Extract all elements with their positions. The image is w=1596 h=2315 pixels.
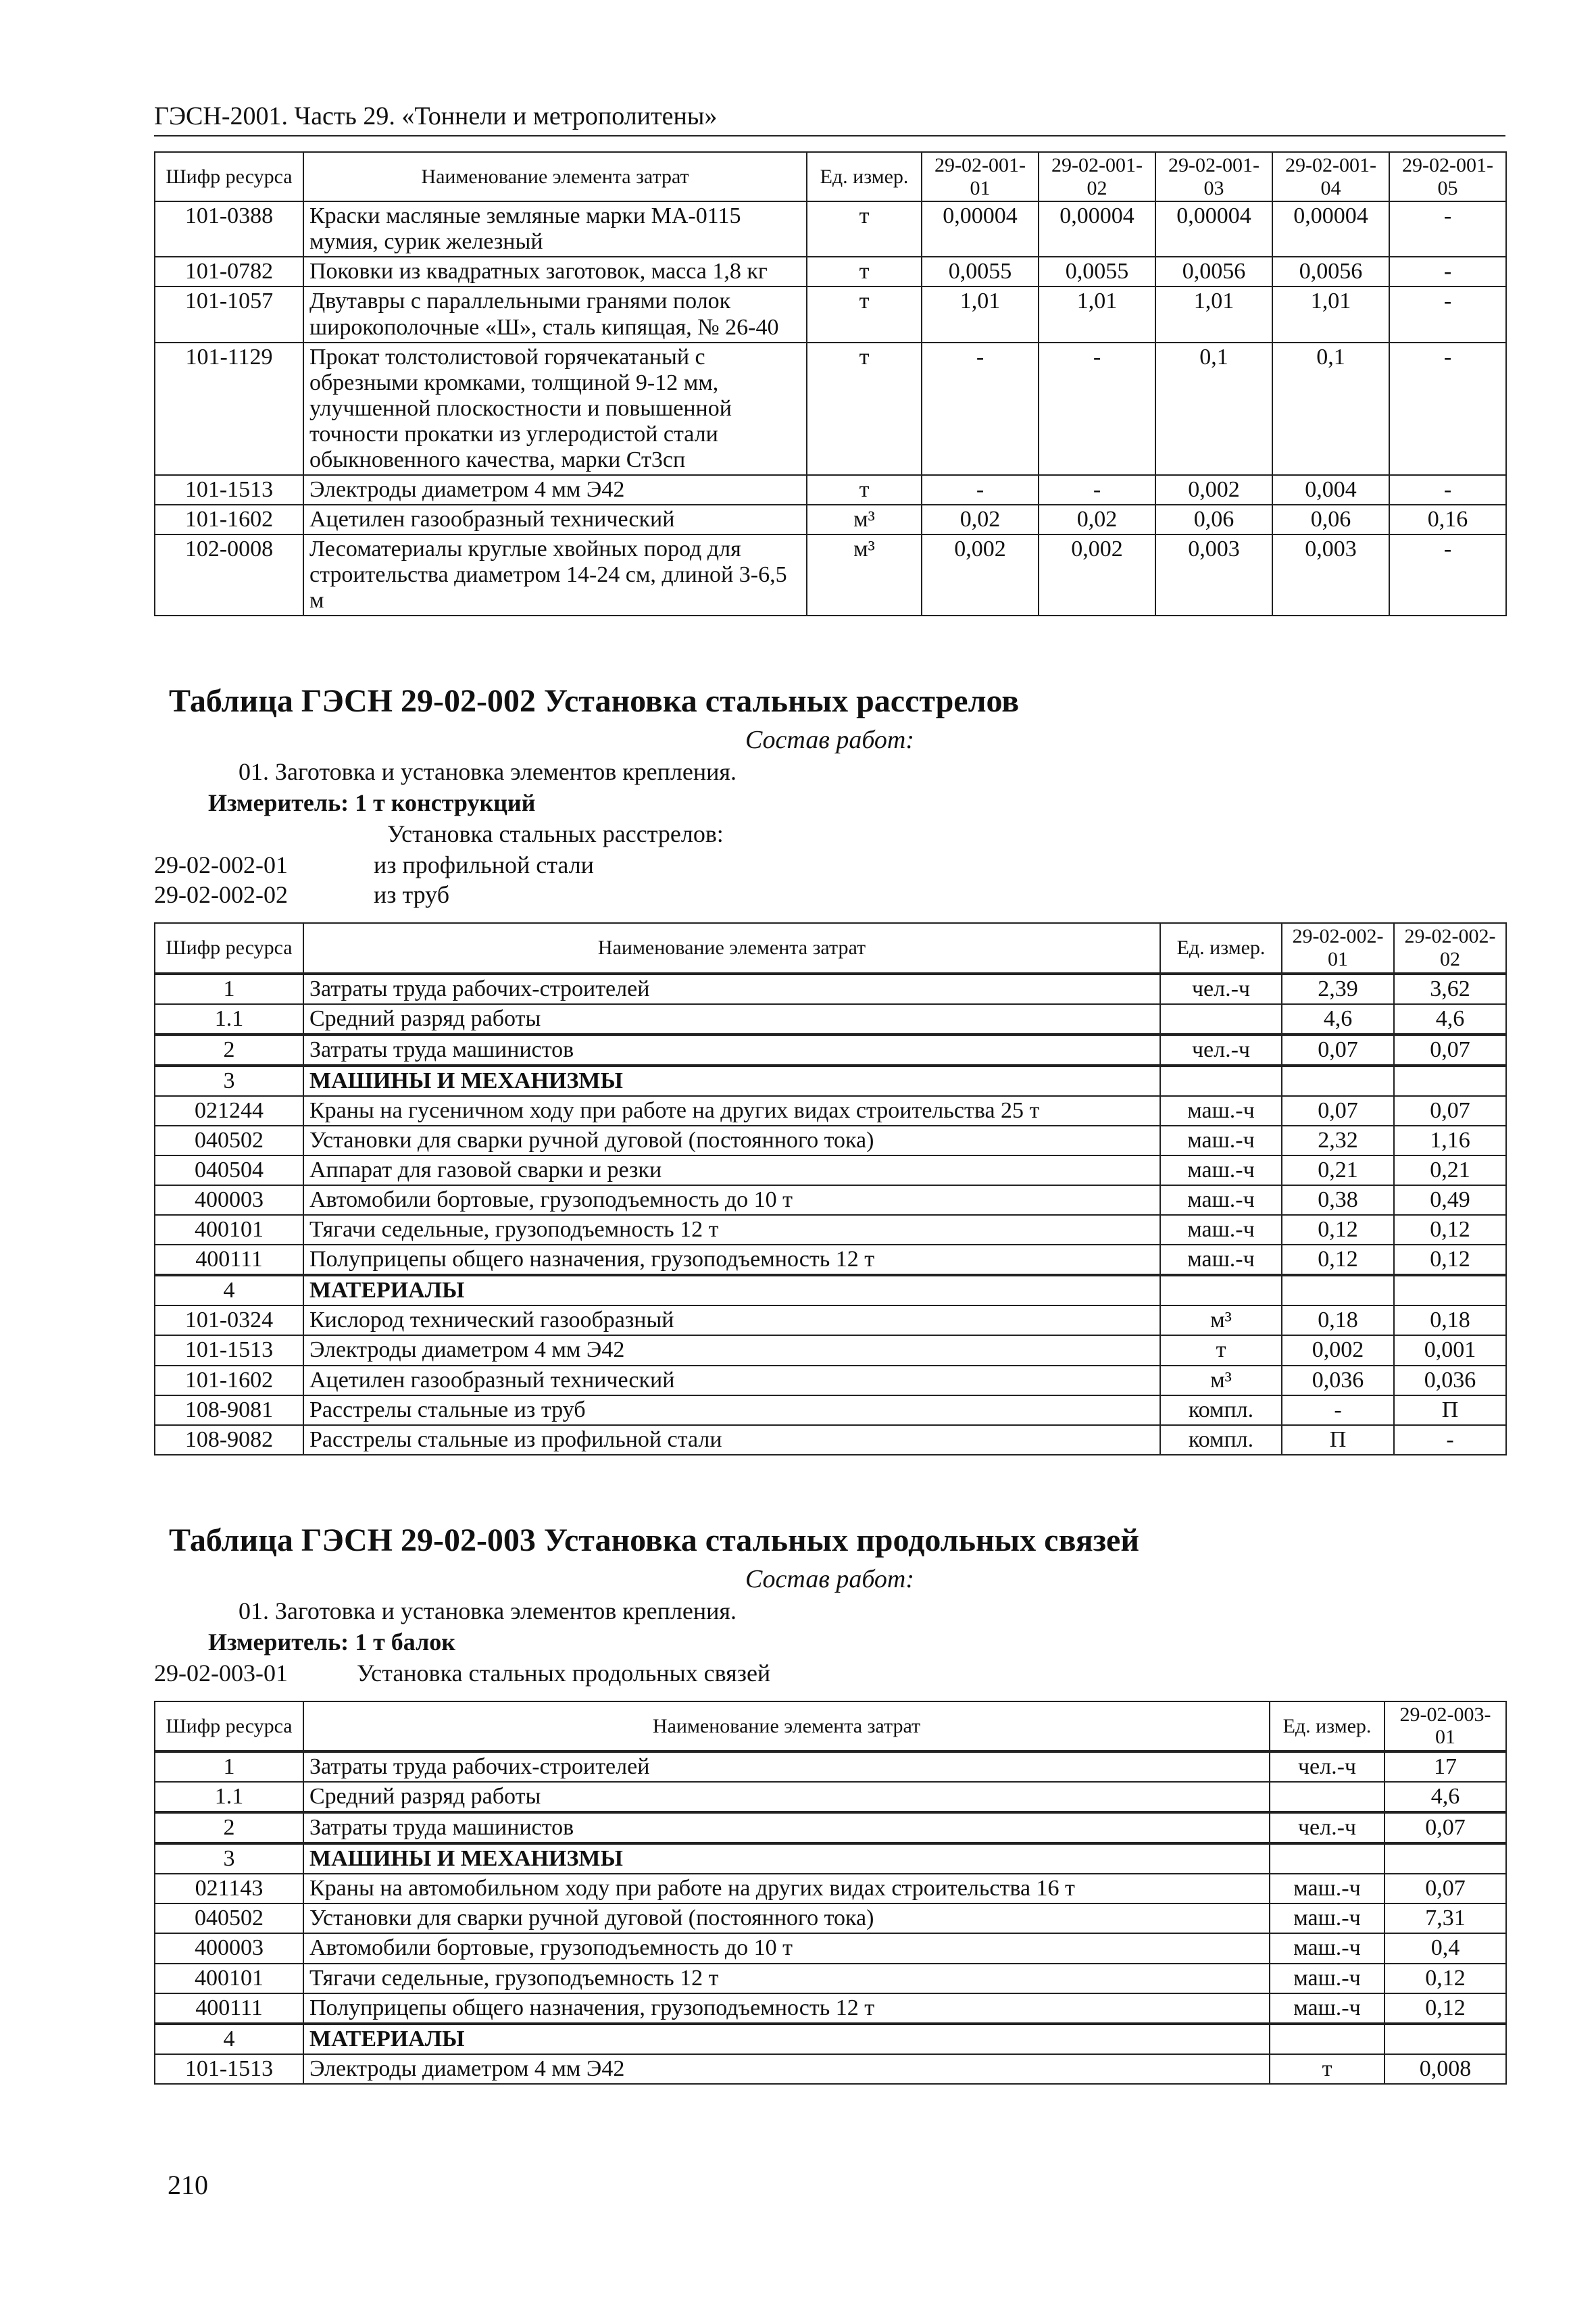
value-cell: 4,6 [1394,1004,1506,1035]
value-cell: 0,0056 [1272,257,1389,287]
col-header-variant: 29-02-001-02 [1039,152,1155,201]
value-cell: - [1389,287,1506,342]
resource-code-cell: 108-9081 [155,1395,303,1425]
value-cell: 0,1 [1272,343,1389,475]
table-row [155,1903,1506,1933]
value-cell: 0,02 [1039,505,1155,534]
unit-cell: маш.-ч [1160,1155,1282,1185]
resource-name-cell: МАШИНЫ И МЕХАНИЗМЫ [303,1066,1160,1096]
variant-code: 29-02-002-01 [154,851,288,879]
resource-code-cell: 4 [155,1275,303,1305]
value-cell: 0,06 [1272,505,1389,534]
value-cell: 0,06 [1155,505,1272,534]
value-cell: 0,12 [1394,1245,1506,1275]
table-row [155,1126,1506,1155]
value-cell: П [1282,1425,1394,1455]
resource-code-cell: 400101 [155,1964,303,1993]
value-cell: - [1389,201,1506,257]
resource-name-cell: Затраты труда рабочих-строителей [303,974,1160,1004]
table-row [155,1275,1506,1305]
table-row [155,1993,1506,2024]
table-row [155,1155,1506,1185]
value-cell: 0,002 [1155,475,1272,505]
resource-name-cell: Электроды диаметром 4 мм Э42 [303,475,807,505]
unit-cell [1270,1782,1385,1812]
table-row [155,201,1506,257]
value-cell: 4,6 [1282,1004,1394,1035]
value-cell [1394,1275,1506,1305]
resource-table-29-02-002 [154,922,1507,1455]
unit-cell: т [807,287,922,342]
table-row [155,1874,1506,1903]
value-cell: 0,00004 [922,201,1039,257]
unit-cell: маш.-ч [1270,1874,1385,1903]
col-header-variant: 29-02-001-01 [922,152,1039,201]
resource-code-cell: 040502 [155,1903,303,1933]
col-header-variant: 29-02-002-02 [1394,923,1506,973]
value-cell [1385,2024,1506,2054]
value-cell: 3,62 [1394,974,1506,1004]
unit-cell [1270,2024,1385,2054]
col-header-variant: 29-02-001-04 [1272,152,1389,201]
unit-cell: т [1160,1335,1282,1365]
unit-cell: т [807,475,922,505]
resource-code-cell: 101-0388 [155,201,303,257]
unit-cell: м³ [807,505,922,534]
resource-code-cell: 400111 [155,1993,303,2024]
resource-code-cell: 400111 [155,1245,303,1275]
col-header-variant: 29-02-002-01 [1282,923,1394,973]
variant-label: из труб [374,881,450,909]
table-header-row [155,1701,1506,1751]
value-cell [1282,1066,1394,1096]
variant-label: Установка стальных продольных связей [357,1659,771,1687]
value-cell: 2,32 [1282,1126,1394,1155]
resource-name-cell: Установки для сварки ручной дуговой (постоянного тока) [303,1126,1160,1155]
meter: Измеритель: 1 т балок [208,1628,456,1656]
resource-name-cell: Расстрелы стальные из труб [303,1395,1160,1425]
resource-name-cell: Лесоматериалы круглые хвойных пород для строительства диаметром 14-24 см, длиной 3-6,5 м [303,534,807,616]
unit-cell: чел.-ч [1270,1751,1385,1782]
value-cell: 0,21 [1282,1155,1394,1185]
value-cell: 0,12 [1385,1964,1506,1993]
table-row [155,1035,1506,1066]
table-header-row [155,152,1506,201]
resource-name-cell: МАТЕРИАЛЫ [303,1275,1160,1305]
value-cell: - [1389,475,1506,505]
table-row [155,1782,1506,1812]
resource-name-cell: Кислород технический газообразный [303,1305,1160,1335]
resource-code-cell: 1 [155,974,303,1004]
value-cell: 0,00004 [1039,201,1155,257]
variant-code: 29-02-002-02 [154,881,288,909]
variant-row [154,1659,1505,1687]
variant-label: из профильной стали [374,851,594,879]
value-cell: 0,07 [1282,1096,1394,1126]
table-row [155,1843,1506,1874]
resource-name-cell: МАТЕРИАЛЫ [303,2024,1270,2054]
table-title-29-02-002: Таблица ГЭСН 29-02-002 Установка стальных расстрелов [169,683,1020,720]
value-cell: 0,003 [1155,534,1272,616]
resource-name-cell: Краски масляные земляные марки МА-0115 мумия, сурик железный [303,201,807,257]
table-title-29-02-003: Таблица ГЭСН 29-02-003 Установка стальных продольных связей [169,1522,1139,1558]
unit-cell: маш.-ч [1160,1215,1282,1245]
col-header-code: Шифр ресурса [155,923,303,973]
table-row [155,1335,1506,1365]
table1-body [155,201,1506,616]
resource-code-cell: 040502 [155,1126,303,1155]
value-cell [1394,1066,1506,1096]
table-row [155,475,1506,505]
page [154,101,1505,2085]
resource-code-cell: 101-1513 [155,2054,303,2084]
col-header-code: Шифр ресурса [155,1701,303,1751]
value-cell: 0,02 [922,505,1039,534]
value-cell: 0,00004 [1272,201,1389,257]
running-head: ГЭСН-2001. Часть 29. «Тоннели и метрополитены» [154,101,1505,136]
resource-code-cell: 108-9082 [155,1425,303,1455]
col-header-variant: 29-02-003-01 [1385,1701,1506,1751]
value-cell: 1,01 [1039,287,1155,342]
value-cell: 0,07 [1385,1874,1506,1903]
resource-code-cell: 040504 [155,1155,303,1185]
col-header-name: Наименование элемента затрат [303,152,807,201]
table-row [155,343,1506,475]
value-cell: - [1039,343,1155,475]
value-cell: 0,008 [1385,2054,1506,2084]
value-cell: - [1394,1425,1506,1455]
unit-cell [1270,1843,1385,1874]
table-row [155,1066,1506,1096]
table-row [155,1751,1506,1782]
value-cell: 0,21 [1394,1155,1506,1185]
resource-name-cell: Тягачи седельные, грузоподъемность 12 т [303,1215,1160,1245]
value-cell: 0,49 [1394,1185,1506,1215]
unit-cell: м³ [1160,1305,1282,1335]
value-cell: 1,01 [1272,287,1389,342]
resource-code-cell: 400003 [155,1933,303,1963]
resource-name-cell: МАШИНЫ И МЕХАНИЗМЫ [303,1843,1270,1874]
resource-code-cell: 101-1513 [155,1335,303,1365]
unit-cell: т [807,343,922,475]
col-header-variant: 29-02-001-05 [1389,152,1506,201]
value-cell: 0,12 [1282,1245,1394,1275]
col-header-unit: Ед. измер. [1270,1701,1385,1751]
unit-cell: м³ [807,534,922,616]
value-cell: 0,12 [1282,1215,1394,1245]
resource-code-cell: 1 [155,1751,303,1782]
unit-cell [1160,1066,1282,1096]
resource-name-cell: Полуприцепы общего назначения, грузоподъемность 12 т [303,1245,1160,1275]
table-row [155,2054,1506,2084]
resource-code-cell: 400003 [155,1185,303,1215]
resource-table-29-02-003 [154,1701,1507,2085]
unit-cell: маш.-ч [1160,1185,1282,1215]
col-header-unit: Ед. измер. [1160,923,1282,973]
value-cell: 0,00004 [1155,201,1272,257]
table-row [155,1366,1506,1395]
table-row [155,1215,1506,1245]
value-cell: - [1389,257,1506,287]
table-row [155,1305,1506,1335]
value-cell: 0,07 [1385,1812,1506,1843]
value-cell: - [1282,1395,1394,1425]
value-cell: 0,002 [922,534,1039,616]
value-cell: 1,01 [922,287,1039,342]
unit-cell: маш.-ч [1160,1126,1282,1155]
value-cell: 7,31 [1385,1903,1506,1933]
value-cell: 0,1 [1155,343,1272,475]
resource-name-cell: Автомобили бортовые, грузоподъемность до 10 т [303,1933,1270,1963]
table3-body [155,1751,1506,2084]
variant-row [154,880,1505,909]
resource-name-cell: Краны на гусеничном ходу при работе на других видах строительства 25 т [303,1096,1160,1126]
resource-name-cell: Автомобили бортовые, грузоподъемность до 10 т [303,1185,1160,1215]
value-cell: 0,002 [1039,534,1155,616]
resource-code-cell: 021143 [155,1874,303,1903]
resource-code-cell: 4 [155,2024,303,2054]
value-cell: 2,39 [1282,974,1394,1004]
table-row [155,1425,1506,1455]
value-cell: 0,18 [1394,1305,1506,1335]
resource-name-cell: Затраты труда машинистов [303,1812,1270,1843]
value-cell: П [1394,1395,1506,1425]
table-row [155,974,1506,1004]
resource-name-cell: Ацетилен газообразный технический [303,1366,1160,1395]
group-title: Установка стальных расстрелов: [387,820,724,848]
col-header-unit: Ед. измер. [807,152,922,201]
table-row [155,1185,1506,1215]
unit-cell: т [807,257,922,287]
resource-name-cell: Установки для сварки ручной дуговой (постоянного тока) [303,1903,1270,1933]
table-row [155,1395,1506,1425]
unit-cell: компл. [1160,1395,1282,1425]
table-row [155,257,1506,287]
unit-cell: т [1270,2054,1385,2084]
composition-label: Состав работ: [745,726,915,755]
resource-name-cell: Полуприцепы общего назначения, грузоподъемность 12 т [303,1993,1270,2024]
unit-cell: маш.-ч [1160,1096,1282,1126]
value-cell: - [922,343,1039,475]
value-cell: 0,07 [1394,1096,1506,1126]
resource-code-cell: 102-0008 [155,534,303,616]
resource-code-cell: 3 [155,1066,303,1096]
value-cell: - [1389,534,1506,616]
unit-cell: маш.-ч [1270,1903,1385,1933]
value-cell: 0,003 [1272,534,1389,616]
resource-code-cell: 101-0782 [155,257,303,287]
table-row [155,2024,1506,2054]
table2-body [155,974,1506,1455]
value-cell: 17 [1385,1751,1506,1782]
unit-cell: компл. [1160,1425,1282,1455]
resource-code-cell: 101-1129 [155,343,303,475]
value-cell: 0,001 [1394,1335,1506,1365]
col-header-name: Наименование элемента затрат [303,1701,1270,1751]
value-cell: 0,0055 [1039,257,1155,287]
unit-cell: маш.-ч [1270,1933,1385,1963]
resource-code-cell: 400101 [155,1215,303,1245]
unit-cell: м³ [1160,1366,1282,1395]
value-cell: 0,18 [1282,1305,1394,1335]
value-cell: 0,12 [1385,1993,1506,2024]
table-row [155,287,1506,342]
col-header-variant: 29-02-001-03 [1155,152,1272,201]
value-cell: 0,4 [1385,1933,1506,1963]
resource-code-cell: 101-1513 [155,475,303,505]
value-cell: 0,002 [1282,1335,1394,1365]
value-cell: 0,12 [1394,1215,1506,1245]
table-header-row [155,923,1506,973]
resource-code-cell: 101-0324 [155,1305,303,1335]
unit-cell [1160,1004,1282,1035]
unit-cell [1160,1275,1282,1305]
unit-cell: маш.-ч [1270,1964,1385,1993]
work-item: 01. Заготовка и установка элементов крепления. [239,1597,737,1624]
resource-name-cell: Затраты труда машинистов [303,1035,1160,1066]
table-row [155,1933,1506,1963]
resource-name-cell: Аппарат для газовой сварки и резки [303,1155,1160,1185]
resource-name-cell: Краны на автомобильном ходу при работе на других видах строительства 16 т [303,1874,1270,1903]
table-row [155,1096,1506,1126]
unit-cell: чел.-ч [1160,1035,1282,1066]
col-header-code: Шифр ресурса [155,152,303,201]
table-row [155,1004,1506,1035]
value-cell: 0,07 [1282,1035,1394,1066]
table-row [155,1245,1506,1275]
resource-code-cell: 101-1057 [155,287,303,342]
col-header-name: Наименование элемента затрат [303,923,1160,973]
unit-cell: маш.-ч [1270,1993,1385,2024]
value-cell: 0,0055 [922,257,1039,287]
unit-cell: чел.-ч [1270,1812,1385,1843]
value-cell: 0,07 [1394,1035,1506,1066]
page-number: 210 [168,2170,208,2200]
resource-code-cell: 1.1 [155,1782,303,1812]
resource-name-cell: Поковки из квадратных заготовок, масса 1,8 кг [303,257,807,287]
value-cell: - [922,475,1039,505]
value-cell: 4,6 [1385,1782,1506,1812]
resource-table-29-02-001 [154,151,1507,616]
value-cell: 1,16 [1394,1126,1506,1155]
resource-code-cell: 101-1602 [155,1366,303,1395]
value-cell: 0,16 [1389,505,1506,534]
value-cell: - [1039,475,1155,505]
variant-code: 29-02-003-01 [154,1659,288,1687]
unit-cell: чел.-ч [1160,974,1282,1004]
resource-code-cell: 2 [155,1035,303,1066]
resource-code-cell: 3 [155,1843,303,1874]
variant-row [154,851,1505,879]
meter: Измеритель: 1 т конструкций [208,789,536,817]
value-cell: 0,036 [1282,1366,1394,1395]
resource-name-cell: Двутавры с параллельными гранями полок широкополочные «Ш», сталь кипящая, № 26-40 [303,287,807,342]
resource-name-cell: Затраты труда рабочих-строителей [303,1751,1270,1782]
resource-code-cell: 021244 [155,1096,303,1126]
resource-code-cell: 2 [155,1812,303,1843]
value-cell [1385,1843,1506,1874]
value-cell: 1,01 [1155,287,1272,342]
unit-cell: т [807,201,922,257]
value-cell: - [1389,343,1506,475]
unit-cell: маш.-ч [1160,1245,1282,1275]
resource-name-cell: Средний разряд работы [303,1004,1160,1035]
resource-name-cell: Электроды диаметром 4 мм Э42 [303,1335,1160,1365]
resource-name-cell: Расстрелы стальные из профильной стали [303,1425,1160,1455]
resource-code-cell: 1.1 [155,1004,303,1035]
table-row [155,534,1506,616]
table-row [155,505,1506,534]
value-cell: 0,004 [1272,475,1389,505]
table-row [155,1812,1506,1843]
resource-name-cell: Электроды диаметром 4 мм Э42 [303,2054,1270,2084]
value-cell: 0,036 [1394,1366,1506,1395]
work-item: 01. Заготовка и установка элементов крепления. [239,758,737,786]
resource-code-cell: 101-1602 [155,505,303,534]
resource-name-cell: Тягачи седельные, грузоподъемность 12 т [303,1964,1270,1993]
value-cell: 0,0056 [1155,257,1272,287]
resource-name-cell: Средний разряд работы [303,1782,1270,1812]
value-cell: 0,38 [1282,1185,1394,1215]
resource-name-cell: Ацетилен газообразный технический [303,505,807,534]
resource-name-cell: Прокат толстолистовой горячекатаный с обрезными кромками, толщиной 9-12 мм, улучшенной плоскостности и повышенной точности прокатки из углеродистой стали обыкновенного качества, марки Ст3сп [303,343,807,475]
value-cell [1282,1275,1394,1305]
composition-label: Состав работ: [745,1564,915,1593]
table-row [155,1964,1506,1993]
